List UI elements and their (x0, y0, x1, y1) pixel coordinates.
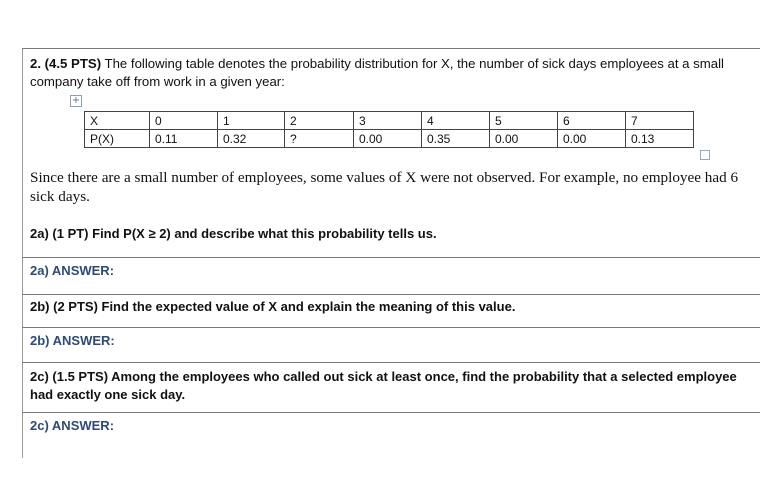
part-c-answer-label: 2c) ANSWER: (30, 418, 115, 433)
rule-a-bottom (22, 294, 760, 295)
question-heading (30, 55, 750, 91)
explanation-paragraph: Since there are a small number of employees, some values of X were not observed. For example, no employee had 6 sick days. (30, 169, 739, 205)
top-rule (22, 48, 760, 49)
part-a-question: 2a) (1 PT) Find P(X ≥ 2) and describe what this probability tells us. (30, 226, 437, 241)
table-cell: 7 (626, 112, 694, 130)
move-handle-icon[interactable]: + (71, 95, 81, 106)
table-cell: 2 (285, 112, 354, 130)
rule-c-top (22, 412, 760, 413)
probability-table (84, 111, 694, 148)
part-b-answer-label: 2b) ANSWER: (30, 333, 115, 348)
part-b-question: 2b) (2 PTS) Find the expected value of X and explain the meaning of this value. (30, 299, 516, 314)
table-row-x (85, 112, 694, 130)
table-cell: 0.00 (354, 130, 422, 148)
table-cell: 0.13 (626, 130, 694, 148)
left-border (22, 48, 23, 458)
rule-b-bottom (22, 362, 760, 363)
table-cell: 0.00 (490, 130, 558, 148)
table-cell: 0.00 (558, 130, 626, 148)
table-cell: 6 (558, 112, 626, 130)
table-cell: 0 (150, 112, 218, 130)
table-cell: 5 (490, 112, 558, 130)
table-cell: 3 (354, 112, 422, 130)
table-row-p (85, 130, 694, 148)
rule-b-top (22, 327, 760, 328)
part-a-answer-label: 2a) ANSWER: (30, 263, 115, 278)
table-cell: ? (285, 130, 354, 148)
question-text: The following table denotes the probability distribution for X, the number of sick days employees at a small company take off from work in a given year: (30, 56, 724, 89)
part-c-question: 2c) (1.5 PTS) Among the employees who called out sick at least once, find the probability that a selected employee had exactly one sick day. (30, 369, 737, 402)
table-cell: 0.35 (422, 130, 490, 148)
table-cell: P(X) (85, 130, 150, 148)
table-cell: 0.32 (218, 130, 285, 148)
table-cell: 1 (218, 112, 285, 130)
rule-a-top (22, 257, 760, 258)
question-number-points: 2. (4.5 PTS) (30, 56, 102, 71)
table-cell: X (85, 112, 150, 130)
table-cell: 4 (422, 112, 490, 130)
table-cell: 0.11 (150, 130, 218, 148)
table-resize-handle[interactable] (700, 150, 710, 160)
